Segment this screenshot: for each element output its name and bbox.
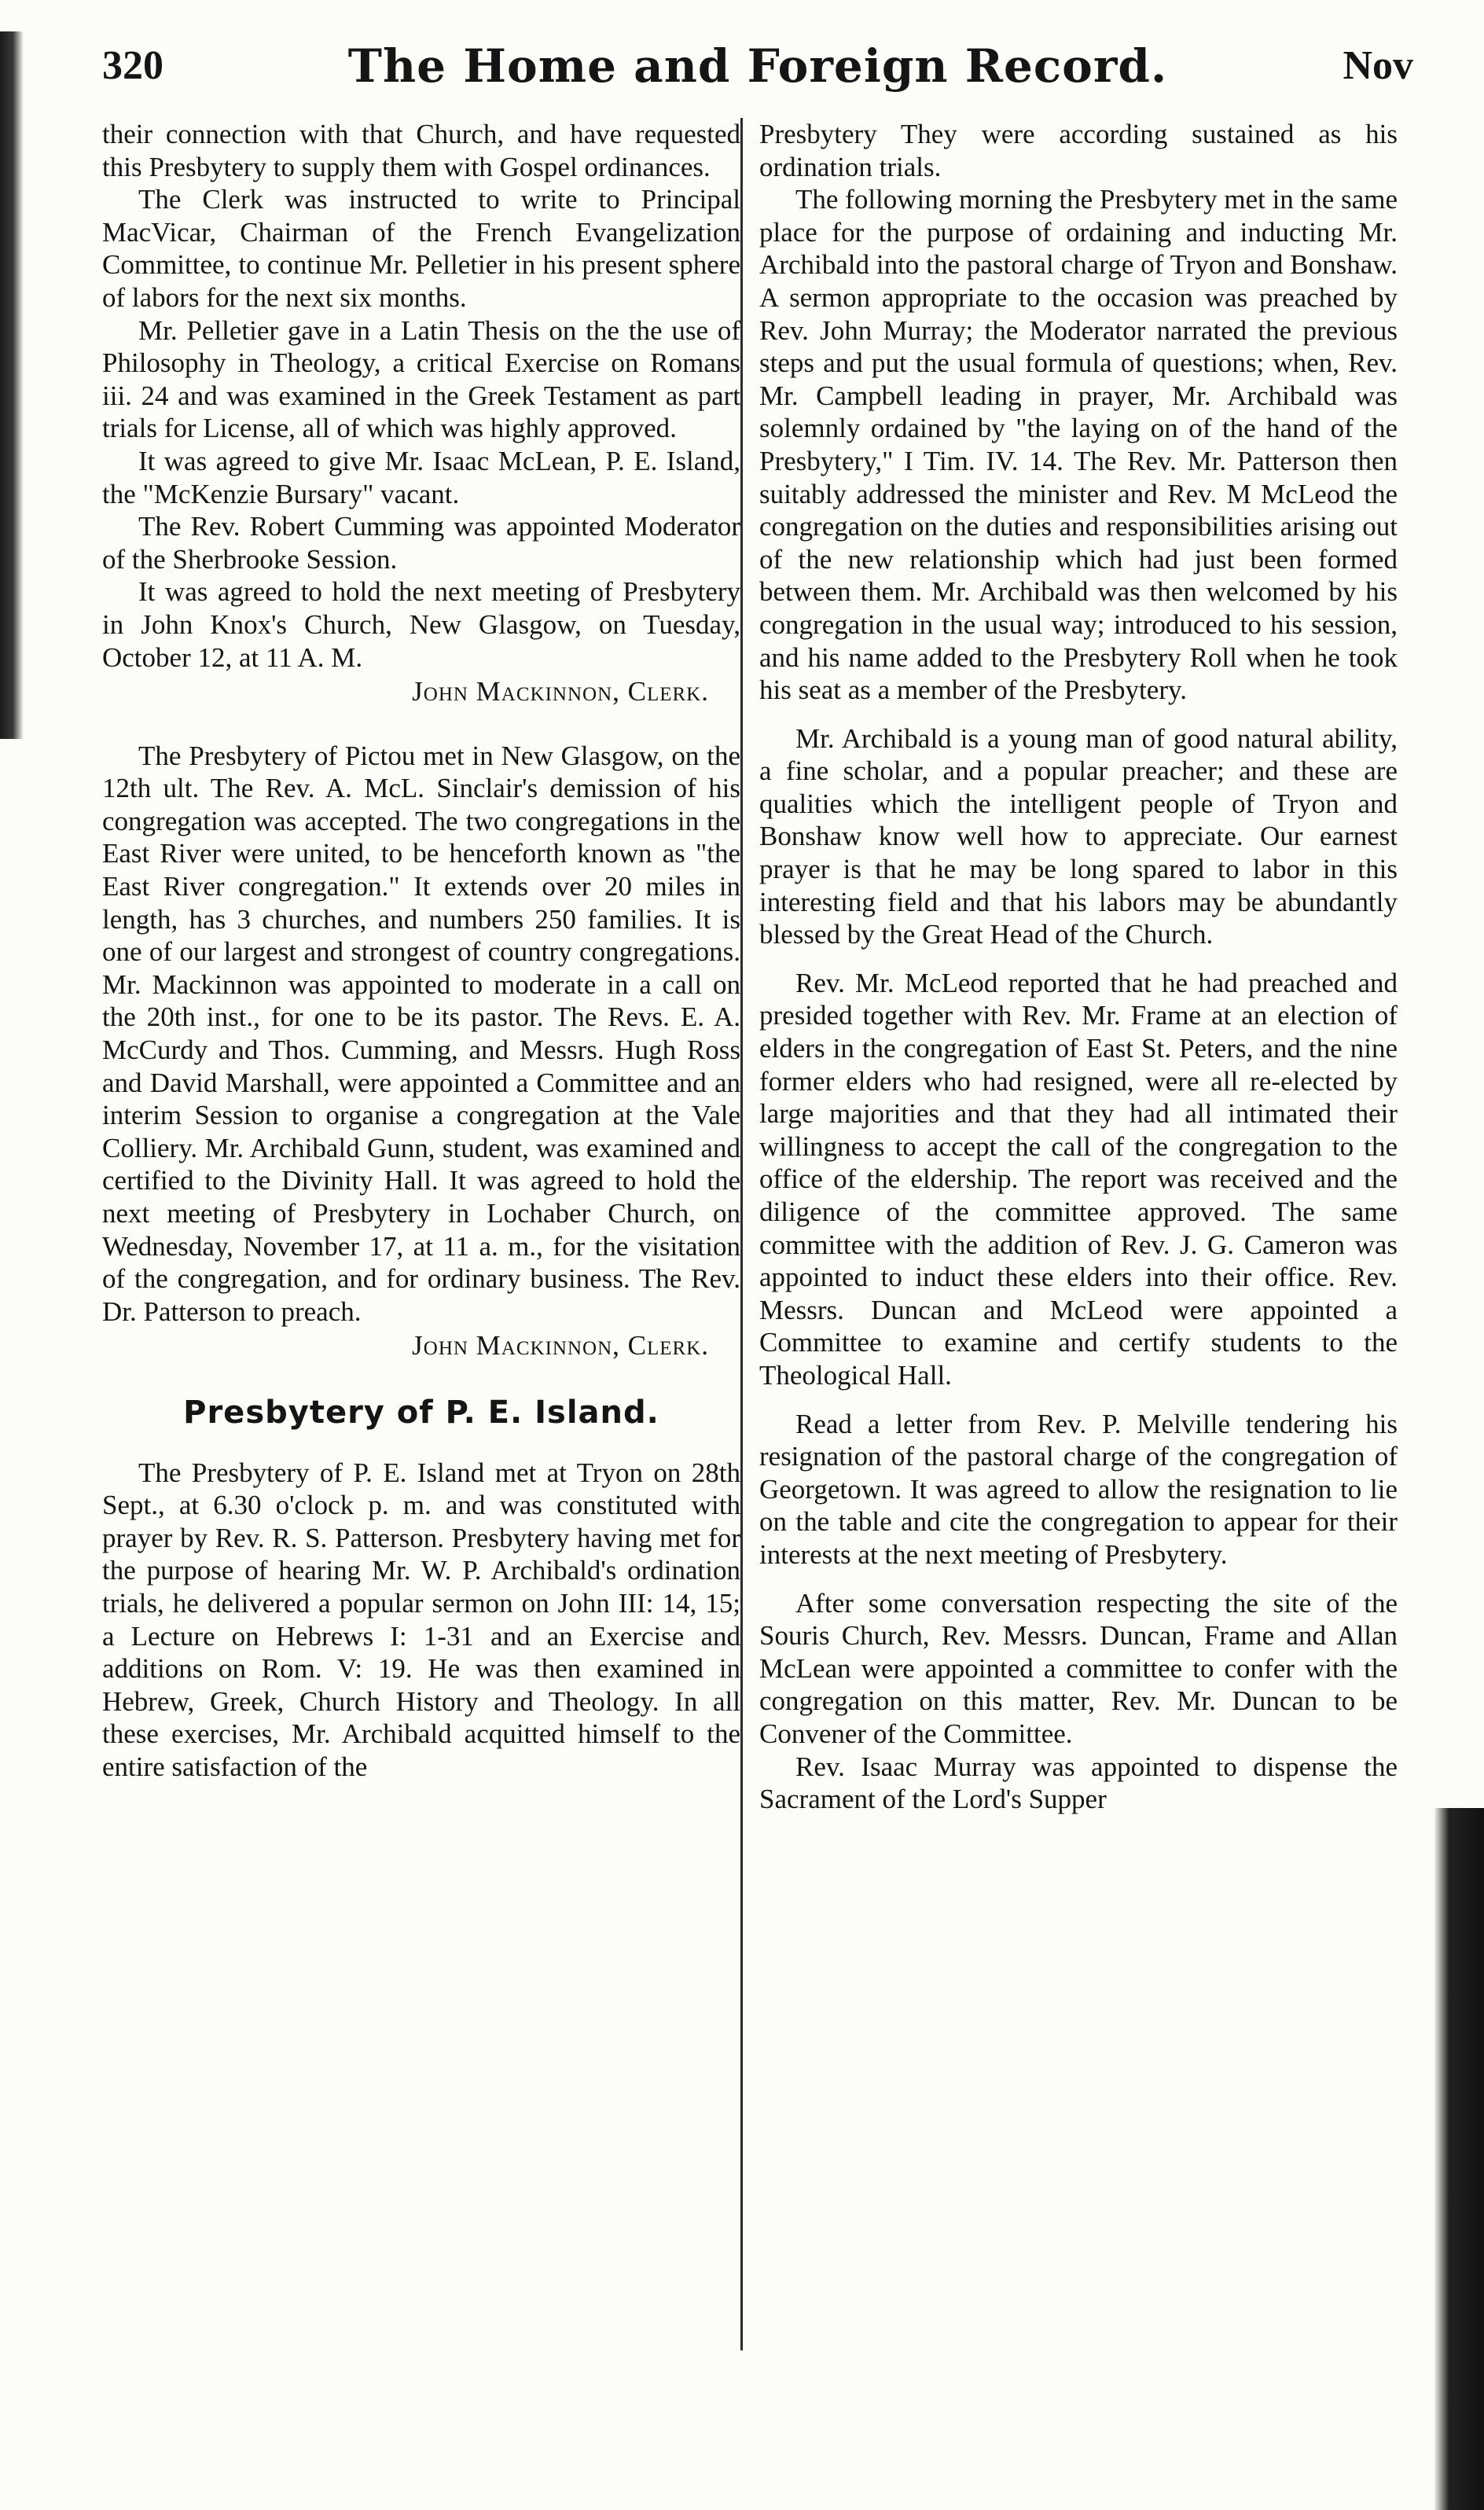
clerk-signature: John Mackinnon, Clerk. [412,1330,709,1362]
masthead-title: The Home and Foreign Record. [347,39,1168,93]
running-month: Nov [1343,43,1413,88]
paragraph: The Presbytery of P. E. Island met at Tryon on 28th Sept., at 6.30 o'clock p. m. and was constituted with prayer by Rev. R. S. Patterson. Presbytery having met for the purpose of hearing Mr. W. P. Archibald's ordination trials, he delivered a popular sermon on John III: 14, 15; a Lecture on Hebrews I: 1-31 and an Exercise and additions on Rom. V: 19. He was then examined in Hebrew, Greek, Church History and Theology. In all these exercises, Mr. Archibald acquitted himself to the entire satisfaction of the [102,1457,740,1782]
paragraph: The following morning the Presbytery met in the same place for the purpose of ordaining and inducting Mr. Archibald into the pastoral charge of Tryon and Bonshaw. A sermon appropriate to the occasion was preached by Rev. John Murray; the Moderator narrated the previous steps and put the usual formula of questions; when, Rev. Mr. Campbell leading in prayer, Mr. Archibald was solemnly ordained by "the laying on of the hand of the Presbytery," I Tim. IV. 14. The Rev. Mr. Patterson then suitably addressed the minister and Rev. M McLeod the congregation on the duties and responsibilities arising out of the new relationship which had just been formed between them. Mr. Archibald was then welcomed by his congregation in the usual way; introduced to his session, and his name added to the Presbytery Roll when he took his seat as a member of the Presbytery. [759,184,1398,706]
page-header [94,31,1421,110]
section-heading: Presbytery of P. E. Island. [183,1394,659,1431]
spacer [759,951,1398,967]
spacer [759,1392,1398,1408]
paragraph: Rev. Mr. McLeod reported that he had preached and presided together with Rev. Mr. Frame at an election of elders in the congregation of East St. Peters, and the nine former elders who had resigned, were all re-elected by large majorities and that they had all intimated their willingness to accept the call of the congregation to the office of the eldership. The report was received and the diligence of the committee approved. The same committee with the addition of Rev. J. G. Cameron was appointed to induct these elders into their office. Rev. Messrs. Duncan and McLeod were appointed a Committee to examine and certify students to the Theological Hall. [759,967,1398,1391]
spacer [759,707,1398,722]
column-divider [740,118,743,2350]
paragraph: Read a letter from Rev. P. Melville tendering his resignation of the pastoral charge of the congregation of Georgetown. It was agreed to allow the resignation to lie on the table and cite the congregation to appear for their interests at the next meeting of Presbytery. [759,1408,1398,1570]
paragraph: The Presbytery of Pictou met in New Glasgow, on the 12th ult. The Rev. A. McL. Sinclair's demission of his congregation was accepted. The two congregations in the East River were united, to be henceforth known as "the East River congregation." It extends over 20 miles in length, has 3 churches, and numbers 250 families. It is one of our largest and strongest of country congregations. Mr. Mackinnon was appointed to moderate in a call on the 20th inst., for one to be its pastor. The Revs. E. A. McCurdy and Thos. Cumming, and Messrs. Hugh Ross and David Marshall, were appointed a Committee and an interim Session to organise a congregation at the Vale Colliery. Mr. Archibald Gunn, student, was examined and certified to the Divinity Hall. It was agreed to hold the next meeting of Presbytery in Lochaber Church, on Wednesday, November 17, at 11 a. m., for the visitation of the congregation, and for ordinary business. The Rev. Dr. Patterson to preach. [102,740,740,1327]
paragraph: Rev. Isaac Murray was appointed to dispense the Sacrament of the Lord's Supper [759,1751,1398,1815]
right-column [759,118,1398,1816]
paragraph: Presbytery They were according sustained as his ordination trials. [759,119,1398,182]
paragraph: The Clerk was instructed to write to Principal MacVicar, Chairman of the French Evangelization Committee, to continue Mr. Pelletier in his present sphere of labors for the next six months. [102,184,740,313]
paragraph: Mr. Pelletier gave in a Latin Thesis on the the use of Philosophy in Theology, a critical Exercise on Romans iii. 24 and was examined in the Greek Testament as part trials for License, all of which was highly approved. [102,314,740,444]
spacer [759,1571,1398,1587]
clerk-signature: John Mackinnon, Clerk. [412,676,709,707]
paragraph: Mr. Archibald is a young man of good natural ability, a fine scholar, and a popular preacher; and these are qualities which the intelligent people of Tryon and Bonshaw know well how to appreciate. Our earnest prayer is that he may be long spared to labor in this interesting field and that his labors may be abundantly blessed by the Great Head of the Church. [759,722,1398,950]
paragraph: After some conversation respecting the site of the Souris Church, Rev. Messrs. Duncan, Frame and Allan McLean were appointed a committee to confer with the congregation on this matter, Rev. Mr. Duncan to be Convener of the Committee. [759,1587,1398,1749]
paragraph: It was agreed to hold the next meeting of Presbytery in John Knox's Church, New Glasgow, on Tuesday, October 12, at 11 A. M. [102,576,740,673]
scan-shadow-left [0,31,24,739]
spacer [102,708,740,740]
paragraph: The Rev. Robert Cumming was appointed Moderator of the Sherbrooke Session. [102,511,740,575]
page-number: 320 [102,43,163,88]
scan-shadow-right [1434,1808,1484,2510]
paragraph: It was agreed to give Mr. Isaac McLean, P. E. Island, the "McKenzie Bursary" vacant. [102,445,740,509]
left-column [102,118,740,1784]
paragraph: their connection with that Church, and have requested this Presbytery to supply them with Gospel ordinances. [102,119,740,182]
